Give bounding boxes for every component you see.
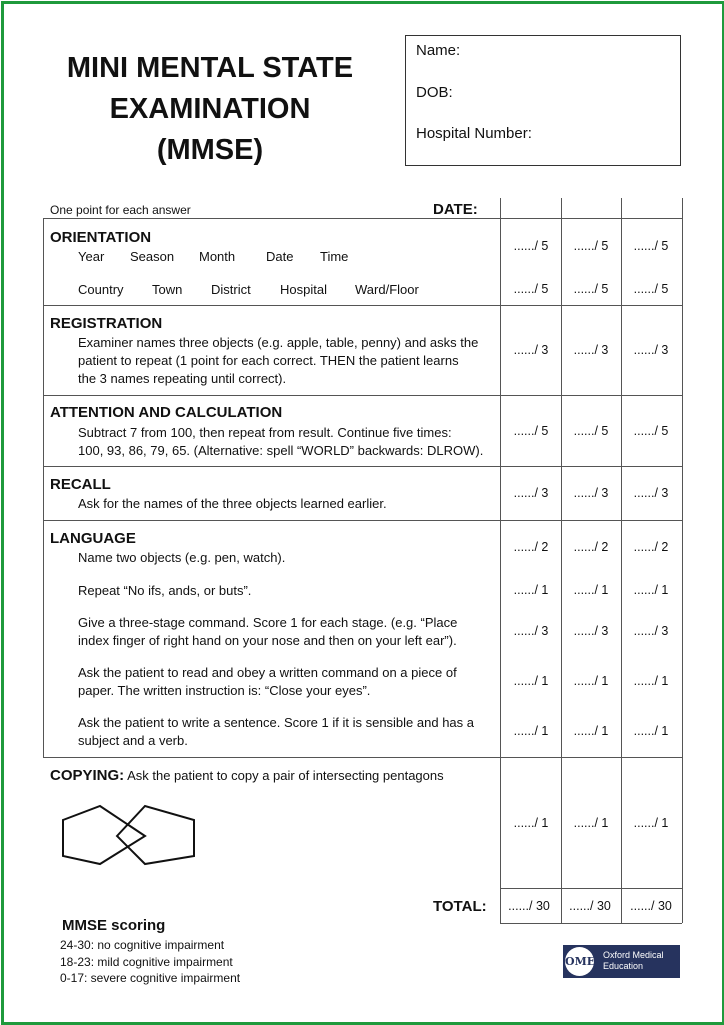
scoring-legend: 24-30: no cognitive impairment 18-23: mild cognitive impairment 0-17: severe cognitive impairment <box>60 938 241 985</box>
score-cell[interactable]: ....../ 1 <box>513 583 549 597</box>
orientation-item-ward: Ward/Floor <box>355 282 419 297</box>
language-item-2: Repeat “No ifs, ands, or buts”. <box>78 583 252 598</box>
date-label: DATE: <box>433 201 478 218</box>
total-label: TOTAL: <box>433 898 487 915</box>
orientation-heading: ORIENTATION <box>50 229 152 246</box>
score-cell[interactable]: ....../ 3 <box>513 343 549 357</box>
score-cell[interactable]: ....../ 5 <box>573 239 609 253</box>
language-item-5: Ask the patient to write a sentence. Score 1 if it is sensible and has a subject and a verb. <box>78 715 474 748</box>
score-cell[interactable]: ....../ 5 <box>513 239 549 253</box>
score-cell[interactable]: ....../ 1 <box>573 674 609 688</box>
score-cell[interactable]: ....../ 3 <box>633 624 669 638</box>
patient-details-box <box>405 35 681 166</box>
hospital-number-field-label[interactable]: Hospital Number: <box>416 125 532 142</box>
intersecting-pentagons-figure <box>55 800 205 870</box>
name-field-label[interactable]: Name: <box>416 42 461 59</box>
score-cell[interactable]: ....../ 2 <box>573 540 609 554</box>
language-heading: LANGUAGE <box>50 530 136 547</box>
score-cell[interactable]: ....../ 3 <box>573 486 609 500</box>
language-item-4: Ask the patient to read and obey a written command on a piece of paper. The written instruction is: “Close your eyes”. <box>78 665 457 698</box>
score-cell[interactable]: ....../ 1 <box>633 816 669 830</box>
score-cell[interactable]: ....../ 1 <box>573 724 609 738</box>
score-cell[interactable]: ....../ 1 <box>513 724 549 738</box>
score-cell[interactable]: ....../ 3 <box>513 624 549 638</box>
logo-badge: OME <box>565 947 594 976</box>
total-score-cell[interactable]: ....../ 30 <box>508 899 550 913</box>
orientation-item-country: Country <box>78 282 124 297</box>
registration-heading: REGISTRATION <box>50 315 163 332</box>
score-cell[interactable]: ....../ 1 <box>633 724 669 738</box>
scoring-title: MMSE scoring <box>62 917 166 934</box>
registration-instructions: Examiner names three objects (e.g. apple, table, penny) and asks the patient to repeat (1 point for each correct. THEN the patient learns the 3 names repeating until correct). <box>78 335 479 386</box>
score-cell[interactable]: ....../ 3 <box>573 343 609 357</box>
orientation-item-date: Date <box>266 249 294 264</box>
score-cell[interactable]: ....../ 5 <box>573 424 609 438</box>
form-title: MINI MENTAL STATE EXAMINATION (MMSE) <box>66 52 354 166</box>
recall-heading: RECALL <box>50 476 111 493</box>
score-cell[interactable]: ....../ 3 <box>633 343 669 357</box>
language-item-1: Name two objects (e.g. pen, watch). <box>78 550 286 565</box>
score-cell[interactable]: ....../ 2 <box>633 540 669 554</box>
score-cell[interactable]: ....../ 2 <box>513 540 549 554</box>
dob-field-label[interactable]: DOB: <box>416 84 453 101</box>
attention-heading: ATTENTION AND CALCULATION <box>50 404 283 421</box>
score-cell[interactable]: ....../ 5 <box>513 282 549 296</box>
logo-text: Oxford Medical Education <box>603 950 664 971</box>
score-cell[interactable]: ....../ 5 <box>633 239 669 253</box>
score-cell[interactable]: ....../ 5 <box>573 282 609 296</box>
total-score-cell[interactable]: ....../ 30 <box>630 899 672 913</box>
copying-heading: COPYING: <box>50 767 125 784</box>
recall-instructions: Ask for the names of the three objects learned earlier. <box>78 496 387 511</box>
language-item-3: Give a three-stage command. Score 1 for each stage. (e.g. “Place index finger of right hand on your nose and then on your left ear”). <box>78 615 458 648</box>
score-cell[interactable]: ....../ 1 <box>633 674 669 688</box>
orientation-item-district: District <box>211 282 251 297</box>
score-cell[interactable]: ....../ 1 <box>633 583 669 597</box>
orientation-item-hospital: Hospital <box>280 282 327 297</box>
score-cell[interactable]: ....../ 1 <box>573 583 609 597</box>
copying-instruction: COPYING: Ask the patient to copy a pair of intersecting pentagons <box>50 767 444 784</box>
score-cell[interactable]: ....../ 5 <box>513 424 549 438</box>
score-cell[interactable]: ....../ 3 <box>513 486 549 500</box>
score-cell[interactable]: ....../ 1 <box>513 816 549 830</box>
score-cell[interactable]: ....../ 1 <box>573 816 609 830</box>
orientation-item-season: Season <box>130 249 175 264</box>
attention-instructions: Subtract 7 from 100, then repeat from result. Continue five times: 100, 93, 86, 79, 65. (Alternative: spell “WORLD” backwards: DLROW). <box>78 425 484 458</box>
orientation-item-month: Month <box>199 249 236 264</box>
score-cell[interactable]: ....../ 5 <box>633 282 669 296</box>
total-score-cell[interactable]: ....../ 30 <box>569 899 611 913</box>
oxford-medical-education-logo <box>563 945 680 978</box>
score-cell[interactable]: ....../ 3 <box>573 624 609 638</box>
score-cell[interactable]: ....../ 1 <box>513 674 549 688</box>
orientation-item-town: Town <box>152 282 183 297</box>
score-cell[interactable]: ....../ 5 <box>633 424 669 438</box>
orientation-item-time: Time <box>320 249 349 264</box>
points-note: One point for each answer <box>50 203 191 217</box>
orientation-item-year: Year <box>78 249 105 264</box>
score-cell[interactable]: ....../ 3 <box>633 486 669 500</box>
